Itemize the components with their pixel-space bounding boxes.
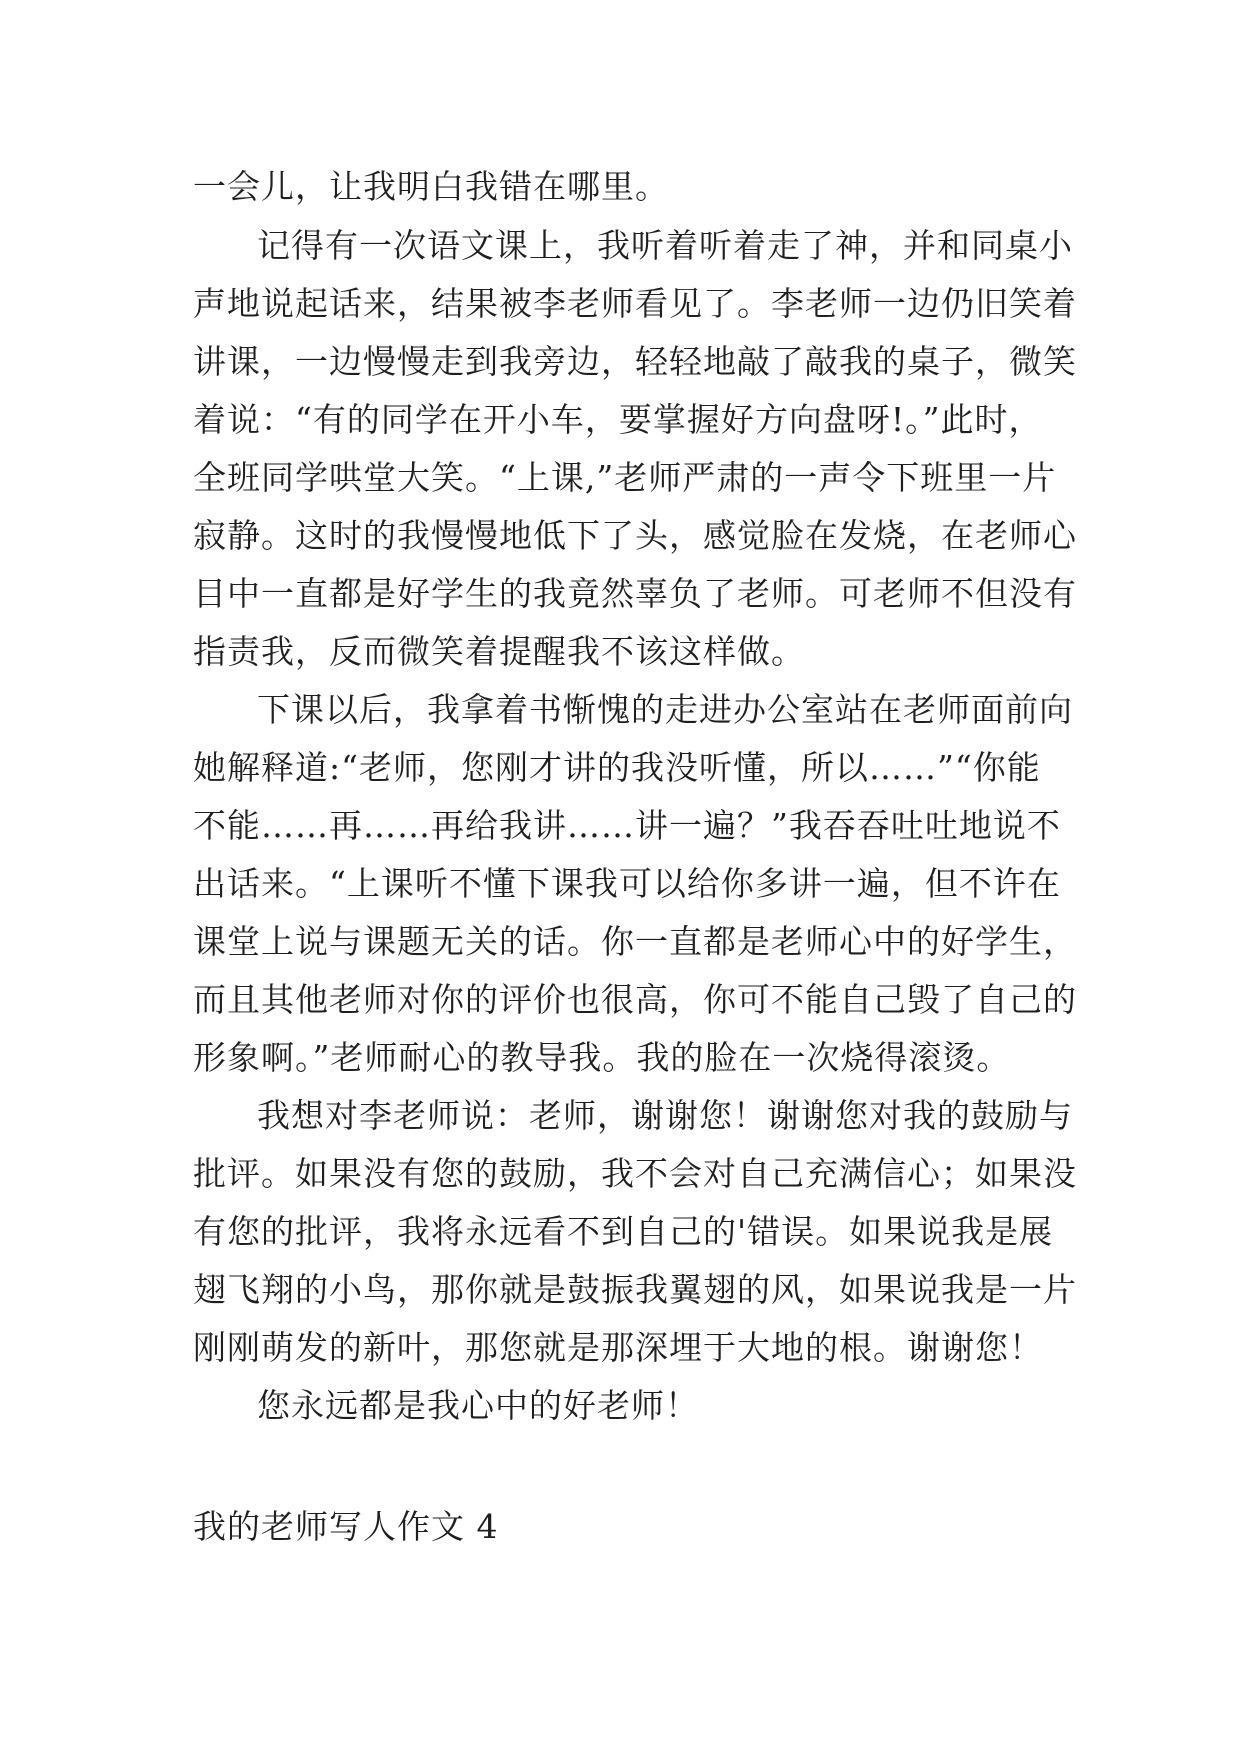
text-line: 刚刚萌发的新叶，那您就是那深埋于大地的根。谢谢您！ [193, 1328, 1043, 1367]
text-line: 不能……再……再给我讲……讲一遍？”我吞吞吐吐地说不 [193, 806, 1061, 845]
text-line: 批评。如果没有您的鼓励，我不会对自己充满信心；如果没 [193, 1154, 1077, 1193]
text-line: 全班同学哄堂大笑。“上课,”老师严肃的一声令下班里一片 [193, 458, 1057, 497]
text-line: 她解释道:“老师，您刚才讲的我没听懂，所以……”“你能 [193, 748, 1041, 787]
paragraph-start-line: 我想对李老师说：老师，谢谢您！谢谢您对我的鼓励与 [257, 1096, 1073, 1135]
text-line: 形象啊。”老师耐心的教导我。我的脸在一次烧得滚烫。 [193, 1038, 1011, 1077]
text-line: 寂静。这时的我慢慢地低下了头，感觉脸在发烧，在老师心 [193, 516, 1077, 555]
text-line: 课堂上说与课题无关的话。你一直都是老师心中的好学生， [193, 922, 1077, 961]
text-line: 而且其他老师对你的评价也很高，你可不能自己毁了自己的 [193, 980, 1077, 1019]
text-line: 指责我，反而微笑着提醒我不该这样做。 [193, 632, 805, 671]
paragraph-start-line: 下课以后，我拿着书惭愧的走进办公室站在老师面前向 [257, 690, 1073, 729]
text-line: 一会儿，让我明白我错在哪里。 [193, 167, 669, 206]
text-line: 着说：“有的同学在开小车，要掌握好方向盘呀!。”此时， [193, 400, 1043, 439]
text-line: 讲课，一边慢慢走到我旁边，轻轻地敲了敲我的桌子，微笑 [193, 342, 1077, 381]
text-line: 翅飞翔的小鸟，那你就是鼓振我翼翅的风，如果说我是一片 [193, 1270, 1077, 1309]
section-heading: 我的老师写人作文 4 [193, 1507, 499, 1546]
paragraph-start-line: 记得有一次语文课上，我听着听着走了神，并和同桌小 [257, 226, 1073, 265]
text-line: 有您的批评，我将永远看不到自己的'错误。如果说我是展 [193, 1212, 1054, 1251]
text-line: 出话来。“上课听不懂下课我可以给你多讲一遍，但不许在 [193, 864, 1061, 903]
text-line: 目中一直都是好学生的我竟然辜负了老师。可老师不但没有 [193, 574, 1077, 613]
paragraph-start-line: 您永远都是我心中的好老师！ [257, 1386, 699, 1425]
text-line: 声地说起话来，结果被李老师看见了。李老师一边仍旧笑着 [193, 284, 1077, 323]
